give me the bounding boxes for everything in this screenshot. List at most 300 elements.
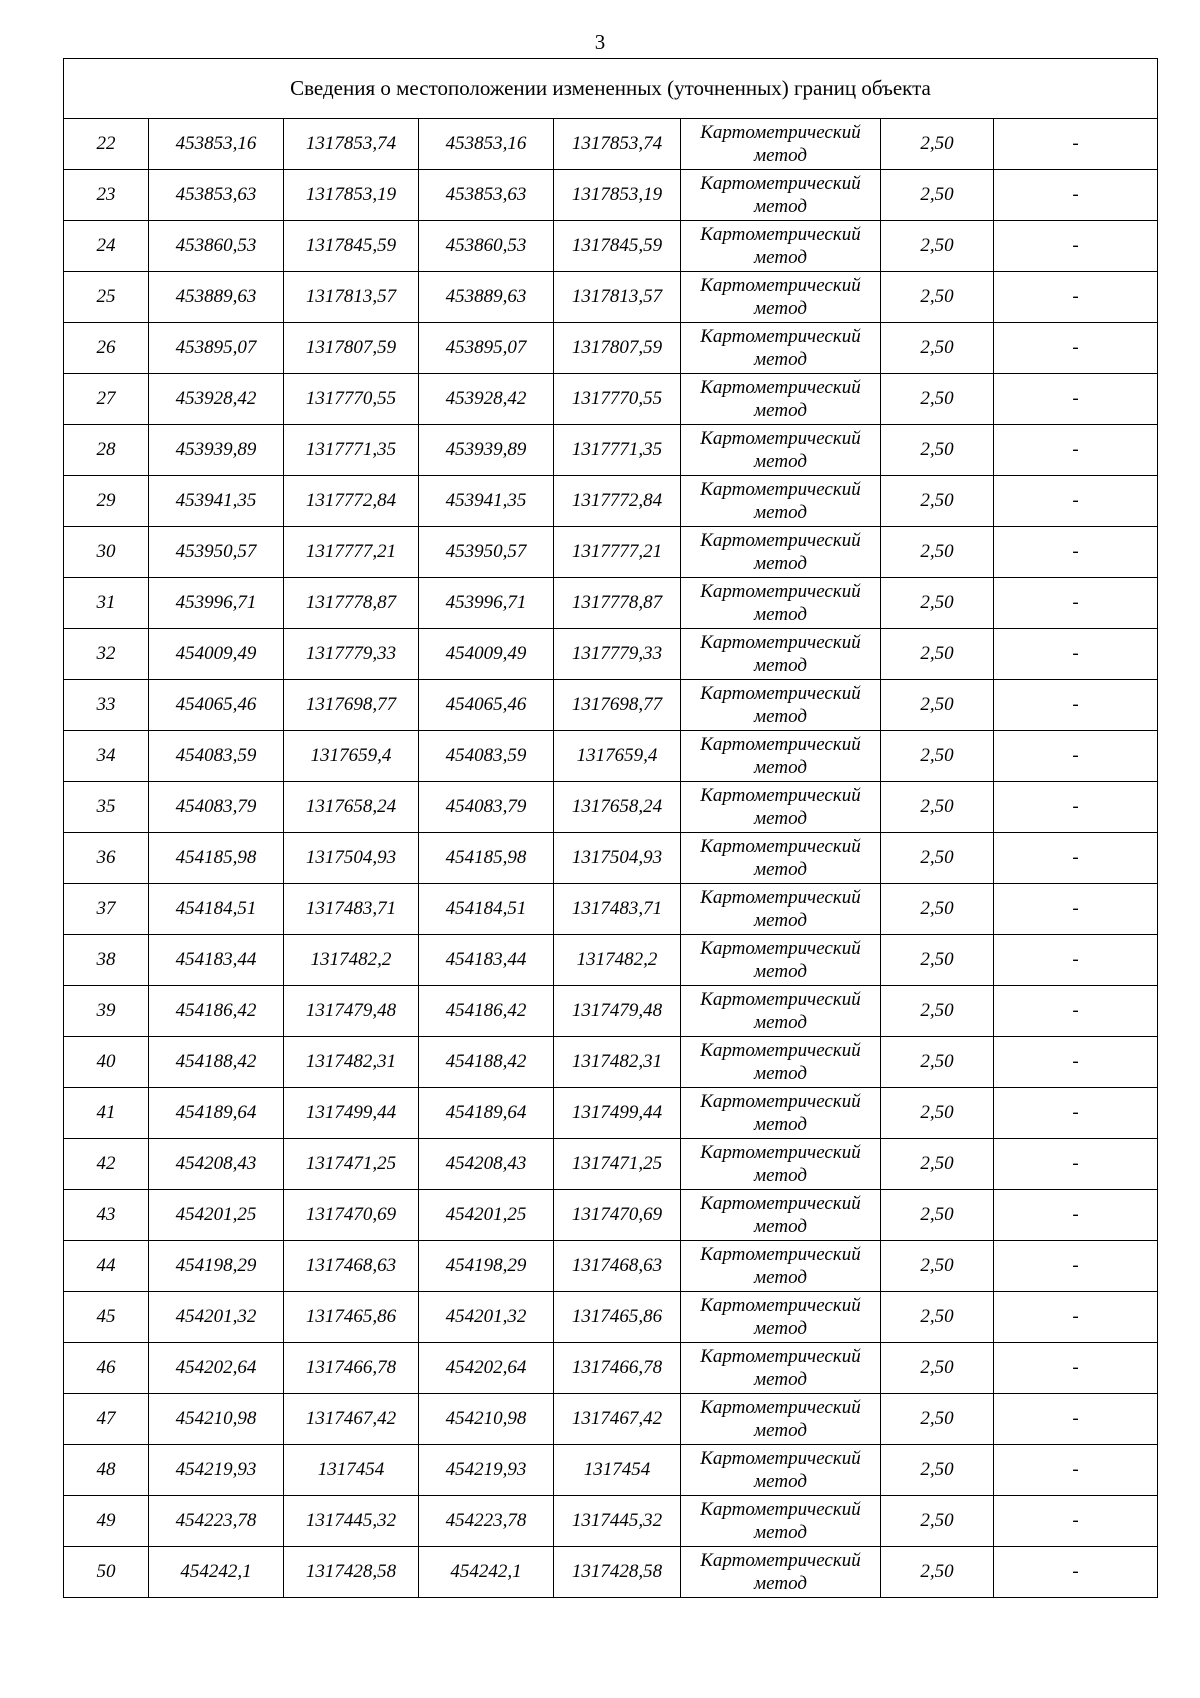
y-new-cell: 1317770,55 [554, 374, 681, 425]
y-old-cell: 1317777,21 [284, 527, 419, 578]
y-new-cell: 1317771,35 [554, 425, 681, 476]
method-line-2: метод [754, 757, 807, 778]
x-new-cell: 454201,25 [419, 1190, 554, 1241]
method-line-1: Картометрический [700, 734, 861, 755]
point-number-cell: 41 [64, 1088, 149, 1139]
x-old-cell: 453853,16 [149, 119, 284, 170]
description-cell: - [994, 323, 1158, 374]
y-new-cell: 1317468,63 [554, 1241, 681, 1292]
method-line-1: Картометрический [700, 632, 861, 653]
method-cell [681, 1445, 881, 1496]
method-line-2: метод [754, 655, 807, 676]
table-row [64, 884, 1158, 935]
description-cell: - [994, 680, 1158, 731]
point-number-cell: 27 [64, 374, 149, 425]
table-row [64, 578, 1158, 629]
y-old-cell: 1317778,87 [284, 578, 419, 629]
boundary-coordinates-table [63, 58, 1158, 1598]
method-line-2: метод [754, 247, 807, 268]
y-new-cell: 1317428,58 [554, 1547, 681, 1598]
accuracy-cell: 2,50 [881, 1445, 994, 1496]
method-line-1: Картометрический [700, 938, 861, 959]
table-row [64, 1292, 1158, 1343]
method-cell [681, 323, 881, 374]
y-new-cell: 1317845,59 [554, 221, 681, 272]
x-new-cell: 453928,42 [419, 374, 554, 425]
method-cell [681, 833, 881, 884]
y-old-cell: 1317454 [284, 1445, 419, 1496]
table-row [64, 272, 1158, 323]
accuracy-cell: 2,50 [881, 1547, 994, 1598]
method-cell [681, 1343, 881, 1394]
method-line-2: метод [754, 400, 807, 421]
method-cell [681, 1139, 881, 1190]
method-line-1: Картометрический [700, 1397, 861, 1418]
x-new-cell: 453853,16 [419, 119, 554, 170]
x-old-cell: 454083,59 [149, 731, 284, 782]
method-line-2: метод [754, 1267, 807, 1288]
accuracy-cell: 2,50 [881, 884, 994, 935]
method-line-2: метод [754, 451, 807, 472]
y-old-cell: 1317468,63 [284, 1241, 419, 1292]
method-line-1: Картометрический [700, 1091, 861, 1112]
y-old-cell: 1317482,31 [284, 1037, 419, 1088]
x-new-cell: 454188,42 [419, 1037, 554, 1088]
description-cell: - [994, 1037, 1158, 1088]
table-row [64, 731, 1158, 782]
y-old-cell: 1317499,44 [284, 1088, 419, 1139]
y-old-cell: 1317853,74 [284, 119, 419, 170]
table-title: Сведения о местоположении измененных (уточненных) границ объекта [64, 59, 1158, 119]
accuracy-cell: 2,50 [881, 629, 994, 680]
accuracy-cell: 2,50 [881, 935, 994, 986]
x-old-cell: 454201,25 [149, 1190, 284, 1241]
x-old-cell: 453996,71 [149, 578, 284, 629]
y-old-cell: 1317483,71 [284, 884, 419, 935]
x-old-cell: 454188,42 [149, 1037, 284, 1088]
y-new-cell: 1317777,21 [554, 527, 681, 578]
y-new-cell: 1317813,57 [554, 272, 681, 323]
description-cell: - [994, 425, 1158, 476]
description-cell: - [994, 1241, 1158, 1292]
point-number-cell: 40 [64, 1037, 149, 1088]
method-line-1: Картометрический [700, 173, 861, 194]
point-number-cell: 42 [64, 1139, 149, 1190]
method-cell [681, 374, 881, 425]
y-old-cell: 1317772,84 [284, 476, 419, 527]
table-row [64, 323, 1158, 374]
table-row [64, 1139, 1158, 1190]
table-row [64, 425, 1158, 476]
description-cell: - [994, 1394, 1158, 1445]
accuracy-cell: 2,50 [881, 323, 994, 374]
point-number-cell: 33 [64, 680, 149, 731]
x-old-cell: 453853,63 [149, 170, 284, 221]
y-new-cell: 1317504,93 [554, 833, 681, 884]
method-cell [681, 1088, 881, 1139]
y-old-cell: 1317807,59 [284, 323, 419, 374]
x-old-cell: 454183,44 [149, 935, 284, 986]
y-old-cell: 1317445,32 [284, 1496, 419, 1547]
method-cell [681, 425, 881, 476]
method-line-1: Картометрический [700, 377, 861, 398]
method-cell [681, 680, 881, 731]
method-cell [681, 1241, 881, 1292]
method-line-1: Картометрический [700, 581, 861, 602]
description-cell: - [994, 578, 1158, 629]
method-line-2: метод [754, 553, 807, 574]
method-line-1: Картометрический [700, 224, 861, 245]
accuracy-cell: 2,50 [881, 1496, 994, 1547]
method-line-1: Картометрический [700, 275, 861, 296]
point-number-cell: 39 [64, 986, 149, 1037]
point-number-cell: 37 [64, 884, 149, 935]
y-new-cell: 1317454 [554, 1445, 681, 1496]
x-new-cell: 454219,93 [419, 1445, 554, 1496]
y-new-cell: 1317465,86 [554, 1292, 681, 1343]
method-line-2: метод [754, 961, 807, 982]
method-cell [681, 884, 881, 935]
table-row [64, 527, 1158, 578]
description-cell: - [994, 1547, 1158, 1598]
description-cell: - [994, 1445, 1158, 1496]
point-number-cell: 46 [64, 1343, 149, 1394]
x-new-cell: 453889,63 [419, 272, 554, 323]
method-line-1: Картометрический [700, 683, 861, 704]
method-cell [681, 782, 881, 833]
x-new-cell: 454185,98 [419, 833, 554, 884]
method-line-2: метод [754, 910, 807, 931]
point-number-cell: 34 [64, 731, 149, 782]
table-row [64, 935, 1158, 986]
y-new-cell: 1317853,74 [554, 119, 681, 170]
method-line-2: метод [754, 145, 807, 166]
x-old-cell: 454184,51 [149, 884, 284, 935]
x-old-cell: 454208,43 [149, 1139, 284, 1190]
table-body [64, 59, 1158, 1598]
table-row [64, 1394, 1158, 1445]
description-cell: - [994, 884, 1158, 935]
method-cell [681, 1190, 881, 1241]
point-number-cell: 36 [64, 833, 149, 884]
table-header-row [64, 59, 1158, 119]
table-row [64, 833, 1158, 884]
description-cell: - [994, 170, 1158, 221]
method-line-2: метод [754, 1420, 807, 1441]
description-cell: - [994, 476, 1158, 527]
method-line-1: Картометрический [700, 1040, 861, 1061]
x-old-cell: 454201,32 [149, 1292, 284, 1343]
x-new-cell: 454183,44 [419, 935, 554, 986]
y-old-cell: 1317479,48 [284, 986, 419, 1037]
table-row [64, 221, 1158, 272]
y-new-cell: 1317467,42 [554, 1394, 681, 1445]
x-new-cell: 454223,78 [419, 1496, 554, 1547]
x-old-cell: 453950,57 [149, 527, 284, 578]
y-old-cell: 1317658,24 [284, 782, 419, 833]
method-line-1: Картометрический [700, 785, 861, 806]
table-row [64, 1343, 1158, 1394]
method-line-2: метод [754, 298, 807, 319]
accuracy-cell: 2,50 [881, 1190, 994, 1241]
method-line-2: метод [754, 502, 807, 523]
accuracy-cell: 2,50 [881, 476, 994, 527]
accuracy-cell: 2,50 [881, 986, 994, 1037]
method-cell [681, 272, 881, 323]
x-old-cell: 454009,49 [149, 629, 284, 680]
method-cell [681, 1292, 881, 1343]
x-new-cell: 453950,57 [419, 527, 554, 578]
method-cell [681, 1037, 881, 1088]
point-number-cell: 26 [64, 323, 149, 374]
y-old-cell: 1317659,4 [284, 731, 419, 782]
method-cell [681, 986, 881, 1037]
description-cell: - [994, 1343, 1158, 1394]
x-new-cell: 454210,98 [419, 1394, 554, 1445]
description-cell: - [994, 1088, 1158, 1139]
y-old-cell: 1317853,19 [284, 170, 419, 221]
point-number-cell: 28 [64, 425, 149, 476]
x-new-cell: 454083,79 [419, 782, 554, 833]
x-new-cell: 454201,32 [419, 1292, 554, 1343]
y-old-cell: 1317467,42 [284, 1394, 419, 1445]
x-new-cell: 454189,64 [419, 1088, 554, 1139]
table-row [64, 1190, 1158, 1241]
y-new-cell: 1317483,71 [554, 884, 681, 935]
accuracy-cell: 2,50 [881, 272, 994, 323]
x-old-cell: 454198,29 [149, 1241, 284, 1292]
method-line-2: метод [754, 1114, 807, 1135]
method-line-1: Картометрический [700, 1193, 861, 1214]
y-new-cell: 1317778,87 [554, 578, 681, 629]
y-new-cell: 1317659,4 [554, 731, 681, 782]
y-old-cell: 1317770,55 [284, 374, 419, 425]
table-row [64, 986, 1158, 1037]
x-old-cell: 454210,98 [149, 1394, 284, 1445]
x-new-cell: 454083,59 [419, 731, 554, 782]
table-row [64, 782, 1158, 833]
table-row [64, 476, 1158, 527]
x-new-cell: 454202,64 [419, 1343, 554, 1394]
method-line-1: Картометрический [700, 428, 861, 449]
method-line-2: метод [754, 1318, 807, 1339]
table-row [64, 680, 1158, 731]
accuracy-cell: 2,50 [881, 731, 994, 782]
y-old-cell: 1317771,35 [284, 425, 419, 476]
y-new-cell: 1317499,44 [554, 1088, 681, 1139]
method-line-2: метод [754, 1216, 807, 1237]
accuracy-cell: 2,50 [881, 1343, 994, 1394]
page-number: 3 [594, 30, 606, 54]
description-cell: - [994, 119, 1158, 170]
method-line-2: метод [754, 604, 807, 625]
method-line-1: Картометрический [700, 122, 861, 143]
y-old-cell: 1317428,58 [284, 1547, 419, 1598]
method-line-1: Картометрический [700, 887, 861, 908]
x-new-cell: 453996,71 [419, 578, 554, 629]
table-row [64, 629, 1158, 680]
accuracy-cell: 2,50 [881, 119, 994, 170]
y-old-cell: 1317813,57 [284, 272, 419, 323]
description-cell: - [994, 272, 1158, 323]
method-line-1: Картометрический [700, 530, 861, 551]
method-line-1: Картометрический [700, 1295, 861, 1316]
point-number-cell: 48 [64, 1445, 149, 1496]
description-cell: - [994, 1496, 1158, 1547]
method-line-2: метод [754, 196, 807, 217]
accuracy-cell: 2,50 [881, 1139, 994, 1190]
accuracy-cell: 2,50 [881, 1394, 994, 1445]
x-new-cell: 453939,89 [419, 425, 554, 476]
point-number-cell: 50 [64, 1547, 149, 1598]
method-cell [681, 1394, 881, 1445]
method-line-1: Картометрический [700, 326, 861, 347]
x-old-cell: 453889,63 [149, 272, 284, 323]
accuracy-cell: 2,50 [881, 833, 994, 884]
y-old-cell: 1317698,77 [284, 680, 419, 731]
method-line-1: Картометрический [700, 1244, 861, 1265]
method-cell [681, 629, 881, 680]
point-number-cell: 45 [64, 1292, 149, 1343]
accuracy-cell: 2,50 [881, 1241, 994, 1292]
point-number-cell: 43 [64, 1190, 149, 1241]
method-cell [681, 1496, 881, 1547]
x-old-cell: 454185,98 [149, 833, 284, 884]
method-cell [681, 527, 881, 578]
method-line-2: метод [754, 859, 807, 880]
accuracy-cell: 2,50 [881, 680, 994, 731]
x-new-cell: 453895,07 [419, 323, 554, 374]
description-cell: - [994, 1190, 1158, 1241]
method-cell [681, 170, 881, 221]
x-new-cell: 453853,63 [419, 170, 554, 221]
y-new-cell: 1317482,2 [554, 935, 681, 986]
y-old-cell: 1317470,69 [284, 1190, 419, 1241]
x-old-cell: 454083,79 [149, 782, 284, 833]
x-old-cell: 454202,64 [149, 1343, 284, 1394]
x-old-cell: 453895,07 [149, 323, 284, 374]
accuracy-cell: 2,50 [881, 1037, 994, 1088]
x-new-cell: 454198,29 [419, 1241, 554, 1292]
y-old-cell: 1317779,33 [284, 629, 419, 680]
method-line-2: метод [754, 1522, 807, 1543]
y-old-cell: 1317465,86 [284, 1292, 419, 1343]
point-number-cell: 30 [64, 527, 149, 578]
description-cell: - [994, 221, 1158, 272]
method-line-2: метод [754, 1012, 807, 1033]
method-line-2: метод [754, 1471, 807, 1492]
x-new-cell: 454242,1 [419, 1547, 554, 1598]
x-old-cell: 454189,64 [149, 1088, 284, 1139]
y-new-cell: 1317807,59 [554, 323, 681, 374]
x-new-cell: 453860,53 [419, 221, 554, 272]
x-old-cell: 453939,89 [149, 425, 284, 476]
point-number-cell: 38 [64, 935, 149, 986]
x-old-cell: 454242,1 [149, 1547, 284, 1598]
method-cell [681, 935, 881, 986]
method-line-1: Картометрический [700, 1346, 861, 1367]
y-old-cell: 1317845,59 [284, 221, 419, 272]
table-row [64, 170, 1158, 221]
y-old-cell: 1317504,93 [284, 833, 419, 884]
y-new-cell: 1317772,84 [554, 476, 681, 527]
y-new-cell: 1317470,69 [554, 1190, 681, 1241]
table-row [64, 1241, 1158, 1292]
y-new-cell: 1317471,25 [554, 1139, 681, 1190]
table-row [64, 1547, 1158, 1598]
method-line-2: метод [754, 706, 807, 727]
x-old-cell: 454219,93 [149, 1445, 284, 1496]
description-cell: - [994, 1292, 1158, 1343]
method-line-1: Картометрический [700, 1448, 861, 1469]
x-old-cell: 454223,78 [149, 1496, 284, 1547]
y-old-cell: 1317482,2 [284, 935, 419, 986]
y-new-cell: 1317698,77 [554, 680, 681, 731]
x-old-cell: 454065,46 [149, 680, 284, 731]
method-line-2: метод [754, 1369, 807, 1390]
x-old-cell: 453860,53 [149, 221, 284, 272]
table-row [64, 119, 1158, 170]
table-row [64, 1037, 1158, 1088]
x-new-cell: 454184,51 [419, 884, 554, 935]
point-number-cell: 24 [64, 221, 149, 272]
accuracy-cell: 2,50 [881, 221, 994, 272]
description-cell: - [994, 374, 1158, 425]
x-old-cell: 454186,42 [149, 986, 284, 1037]
method-line-1: Картометрический [700, 1499, 861, 1520]
description-cell: - [994, 935, 1158, 986]
y-old-cell: 1317471,25 [284, 1139, 419, 1190]
description-cell: - [994, 629, 1158, 680]
method-cell [681, 221, 881, 272]
point-number-cell: 31 [64, 578, 149, 629]
method-line-2: метод [754, 1165, 807, 1186]
method-line-1: Картометрический [700, 479, 861, 500]
accuracy-cell: 2,50 [881, 374, 994, 425]
table-row [64, 1496, 1158, 1547]
description-cell: - [994, 782, 1158, 833]
x-new-cell: 453941,35 [419, 476, 554, 527]
method-line-1: Картометрический [700, 1142, 861, 1163]
x-new-cell: 454009,49 [419, 629, 554, 680]
method-line-2: метод [754, 349, 807, 370]
x-old-cell: 453928,42 [149, 374, 284, 425]
accuracy-cell: 2,50 [881, 578, 994, 629]
point-number-cell: 32 [64, 629, 149, 680]
method-line-2: метод [754, 1063, 807, 1084]
y-new-cell: 1317466,78 [554, 1343, 681, 1394]
point-number-cell: 44 [64, 1241, 149, 1292]
y-new-cell: 1317658,24 [554, 782, 681, 833]
accuracy-cell: 2,50 [881, 425, 994, 476]
method-cell [681, 1547, 881, 1598]
point-number-cell: 22 [64, 119, 149, 170]
x-new-cell: 454065,46 [419, 680, 554, 731]
table-row [64, 374, 1158, 425]
method-line-1: Картометрический [700, 836, 861, 857]
method-line-1: Картометрический [700, 1550, 861, 1571]
table-row [64, 1088, 1158, 1139]
point-number-cell: 49 [64, 1496, 149, 1547]
x-old-cell: 453941,35 [149, 476, 284, 527]
y-old-cell: 1317466,78 [284, 1343, 419, 1394]
description-cell: - [994, 527, 1158, 578]
point-number-cell: 23 [64, 170, 149, 221]
y-new-cell: 1317779,33 [554, 629, 681, 680]
description-cell: - [994, 731, 1158, 782]
table-row [64, 1445, 1158, 1496]
method-cell [681, 476, 881, 527]
